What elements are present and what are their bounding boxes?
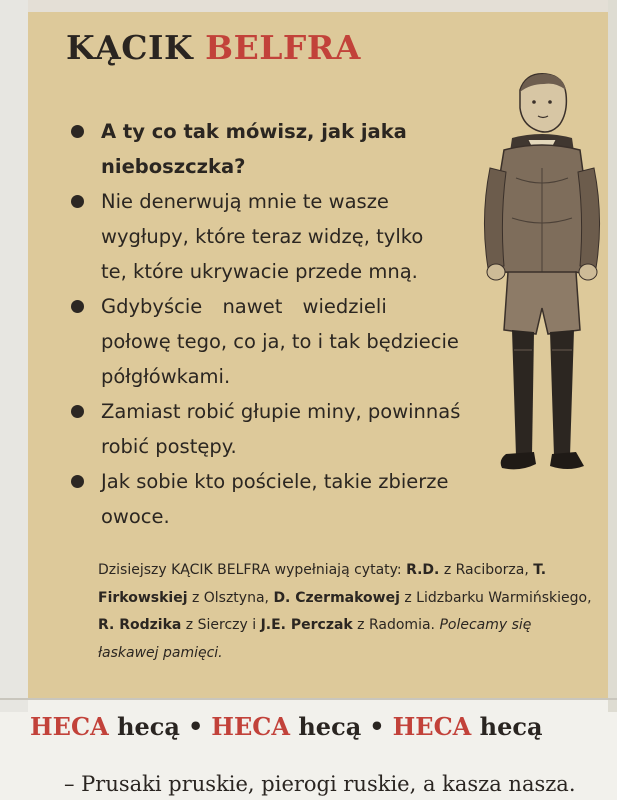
- quote-line: wygłupy, które teraz widzę, tylko: [101, 225, 424, 248]
- bullet-icon: [71, 300, 84, 313]
- credits-closing: Polecamy się łaskawej pamięci.: [98, 617, 532, 661]
- heca-strip: [30, 712, 543, 741]
- quote-line: Nie denerwują mnie te wasze: [101, 190, 389, 213]
- credit-place: z Radomia.: [352, 617, 440, 633]
- credit-author: R.D.: [406, 562, 440, 578]
- quote-line: Jak sobie kto pościele, takie zbierze: [101, 470, 449, 493]
- credit-place: z Sierczy i: [181, 617, 261, 633]
- quote-line: te, które ukrywacie przede mną.: [101, 260, 418, 283]
- page-margin-right: [608, 0, 617, 712]
- credits-paragraph: [98, 557, 596, 667]
- quote-line: Zamiast robić głupie miny, powinnaś: [101, 400, 461, 423]
- quote-item: [66, 184, 506, 289]
- bullet-icon: [71, 475, 84, 488]
- quote-line: półgłówkami.: [101, 365, 231, 388]
- credit-place: z Olsztyna,: [187, 589, 274, 606]
- heca-red-word: HECA: [30, 712, 109, 741]
- quote-item: [66, 394, 506, 464]
- credit-author: J.E. Perczak: [260, 617, 353, 633]
- bullet-icon: [71, 195, 84, 208]
- quote-line: robić postępy.: [101, 435, 237, 458]
- quote-line: Gdybyście nawet wiedzieli: [101, 295, 387, 318]
- bullet-icon: [71, 125, 84, 138]
- section-divider: [0, 698, 617, 700]
- heca-black-word: hecą: [298, 712, 362, 741]
- credit-author: R. Rodzika: [98, 617, 182, 633]
- credit-author: T. Firkowskiej: [98, 562, 547, 606]
- page-margin-left: [0, 0, 28, 712]
- title-word-1: KĄCIK: [66, 28, 194, 67]
- credit-place: z Lidzbarku Warmińskiego,: [399, 589, 592, 606]
- quotes-list: [66, 114, 506, 534]
- teaser-line: – Prusaki pruskie, pierogi ruskie, a kasza nasza.: [64, 772, 576, 796]
- quote-line: połowę tego, co ja, to i tak będziecie: [101, 330, 459, 353]
- credit-author: D. Czermakowej: [273, 589, 400, 606]
- separator-dot: •: [369, 712, 385, 741]
- boy-illustration: [476, 68, 608, 488]
- quote-item: [66, 289, 506, 394]
- previous-page-edge: [0, 0, 617, 12]
- separator-dot: •: [187, 712, 204, 741]
- credits-intro: Dzisiejszy KĄCIK BELFRA wypełniają cytaty:: [98, 562, 407, 578]
- title-word-2: BELFRA: [205, 28, 361, 67]
- credit-place: z Raciborza,: [439, 562, 534, 578]
- heca-red-word: HECA: [392, 712, 472, 741]
- heca-black-word: hecą: [117, 712, 180, 741]
- column-title: [66, 28, 361, 67]
- bullet-icon: [71, 405, 84, 418]
- heca-black-word: hecą: [479, 712, 543, 741]
- quote-item: [66, 464, 506, 534]
- quote-line: nieboszczka?: [101, 155, 246, 178]
- quote-item: [66, 114, 506, 184]
- quote-line: owoce.: [101, 505, 170, 528]
- quote-line: A ty co tak mówisz, jak jaka: [101, 120, 407, 143]
- heca-red-word: HECA: [211, 712, 290, 741]
